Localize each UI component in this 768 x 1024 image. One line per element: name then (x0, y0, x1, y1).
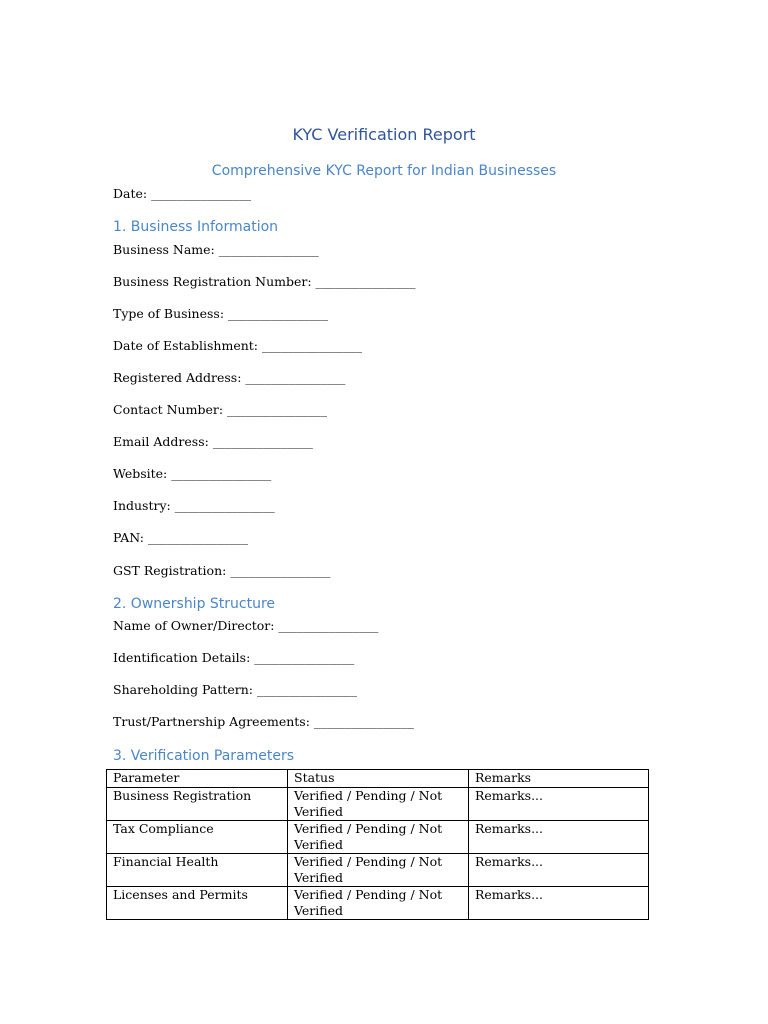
field-pan: PAN: ________________ (113, 530, 248, 545)
section-heading-ownership-structure: 2. Ownership Structure (113, 596, 276, 612)
table-row (107, 788, 649, 821)
field-shareholding-pattern: Shareholding Pattern: ________________ (113, 682, 357, 697)
table-header-row (107, 770, 649, 788)
field-website: Website: ________________ (113, 466, 272, 481)
report-subtitle: Comprehensive KYC Report for Indian Businesses (211, 163, 557, 179)
field-registered-address: Registered Address: ________________ (113, 370, 346, 385)
field-name-of-owner-director: Name of Owner/Director: ________________ (113, 618, 379, 633)
field-business-registration-number: Business Registration Number: ________________ (113, 274, 416, 289)
table-row (107, 887, 649, 920)
verification-parameters-table (106, 769, 649, 920)
column-header-status: Status (288, 770, 469, 788)
section-heading-verification-parameters: 3. Verification Parameters (113, 748, 295, 764)
field-identification-details: Identification Details: ________________ (113, 650, 355, 665)
cell-parameter: Financial Health (107, 854, 288, 887)
cell-parameter: Business Registration (107, 788, 288, 821)
cell-status: Verified / Pending / Not Verified (288, 887, 469, 920)
date-field: Date: ________________ (113, 186, 252, 201)
section-heading-business-information: 1. Business Information (113, 219, 279, 235)
field-trust-partnership-agreements: Trust/Partnership Agreements: ________________ (113, 714, 414, 729)
cell-parameter: Tax Compliance (107, 821, 288, 854)
table-row (107, 821, 649, 854)
cell-remarks: Remarks... (469, 821, 649, 854)
column-header-remarks: Remarks (469, 770, 649, 788)
field-gst-registration: GST Registration: ________________ (113, 563, 331, 578)
field-email-address: Email Address: ________________ (113, 434, 313, 449)
cell-status: Verified / Pending / Not Verified (288, 788, 469, 821)
cell-remarks: Remarks... (469, 854, 649, 887)
table-row (107, 854, 649, 887)
column-header-parameter: Parameter (107, 770, 288, 788)
field-date-of-establishment: Date of Establishment: ________________ (113, 338, 362, 353)
field-contact-number: Contact Number: ________________ (113, 402, 328, 417)
report-title: KYC Verification Report (292, 125, 476, 144)
cell-remarks: Remarks... (469, 788, 649, 821)
field-industry: Industry: ________________ (113, 498, 275, 513)
cell-status: Verified / Pending / Not Verified (288, 854, 469, 887)
field-business-name: Business Name: ________________ (113, 242, 319, 257)
field-type-of-business: Type of Business: ________________ (113, 306, 329, 321)
cell-parameter: Licenses and Permits (107, 887, 288, 920)
cell-status: Verified / Pending / Not Verified (288, 821, 469, 854)
cell-remarks: Remarks... (469, 887, 649, 920)
